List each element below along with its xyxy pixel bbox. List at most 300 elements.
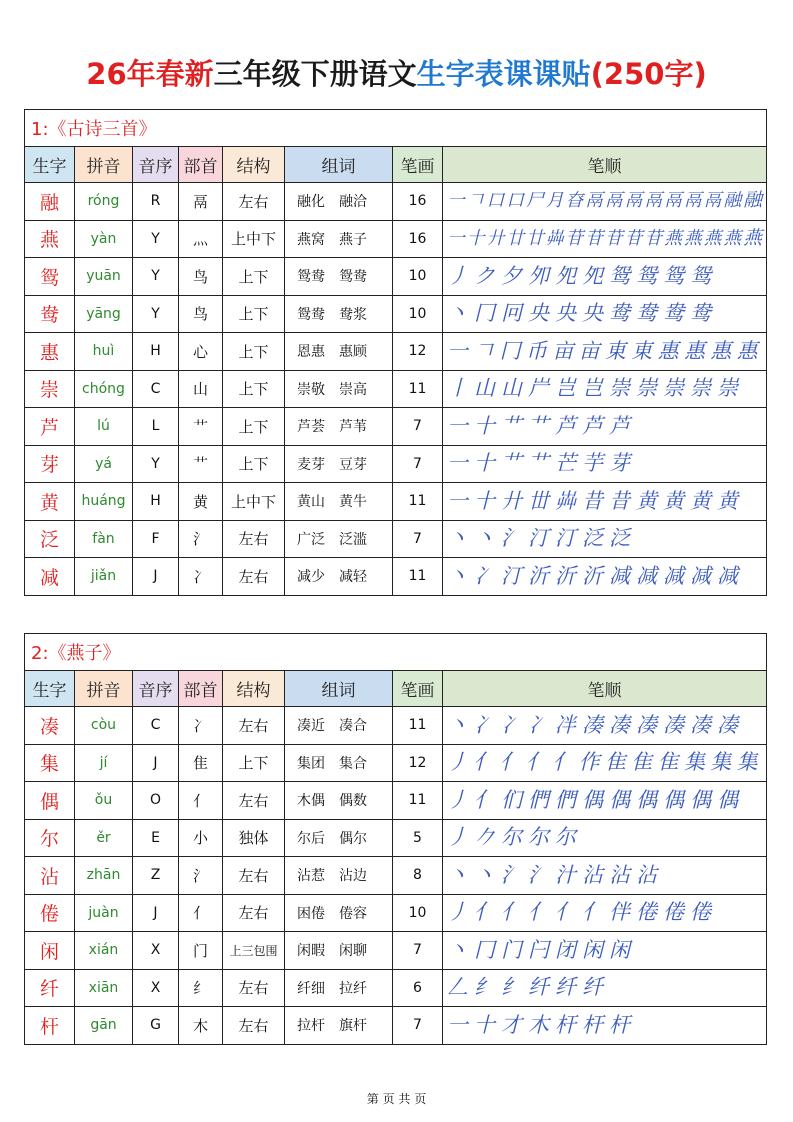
- order-cell: Z: [133, 857, 179, 895]
- stroke-step: 鸳: [663, 263, 684, 288]
- stroke-step: 冫: [474, 712, 495, 737]
- stroke-count-cell: 12: [393, 744, 443, 782]
- stroke-step: 芋: [582, 451, 603, 476]
- stroke-step: 亻: [582, 900, 603, 925]
- order-cell: C: [133, 707, 179, 745]
- order-cell: E: [133, 819, 179, 857]
- stroke-step: 丿: [447, 787, 468, 812]
- stroke-step: 崇: [609, 376, 630, 401]
- table-row: [25, 295, 767, 333]
- order-cell: X: [133, 969, 179, 1007]
- stroke-step: 苷: [605, 228, 623, 249]
- word: 凑近: [297, 718, 325, 735]
- stroke-step: 隹: [631, 750, 653, 775]
- stroke-step: 冫: [474, 563, 495, 588]
- header-radical: 部首: [179, 147, 223, 183]
- structure-cell: 上下: [223, 370, 285, 408]
- words-cell: [285, 258, 393, 296]
- stroke-count-cell: 10: [393, 894, 443, 932]
- stroke-step: 亻: [528, 900, 549, 925]
- stroke-step: 亻: [473, 750, 495, 775]
- stroke-step: 艹: [501, 413, 522, 438]
- stroke-count-cell: 10: [393, 295, 443, 333]
- stroke-step: 芦: [582, 413, 603, 438]
- header-count: 笔画: [393, 671, 443, 707]
- stroke-step: 屵: [528, 376, 549, 401]
- word: 融化: [297, 194, 325, 211]
- stroke-step: 夘: [528, 263, 549, 288]
- radical-cell: 黄: [179, 483, 223, 521]
- radical-cell: 鸟: [179, 258, 223, 296]
- stroke-step: 丗: [528, 488, 549, 513]
- stroke-step: 纤: [555, 975, 576, 1000]
- structure-cell: 左右: [223, 183, 285, 221]
- stroke-step: 𠂊: [474, 825, 495, 850]
- radical-cell: 氵: [179, 520, 223, 558]
- stroke-step: 沾: [609, 862, 630, 887]
- stroke-step: 尸: [526, 191, 544, 212]
- stroke-order-cell: [443, 333, 767, 371]
- stroke-step: 集: [710, 750, 732, 775]
- stroke-step: 闲: [609, 937, 630, 962]
- radical-cell: 亻: [179, 782, 223, 820]
- stroke-step: 一: [447, 338, 468, 363]
- char-cell: 鸳: [25, 258, 75, 296]
- order-cell: J: [133, 894, 179, 932]
- order-cell: R: [133, 183, 179, 221]
- stroke-step: 芦: [555, 413, 576, 438]
- stroke-step: 纤: [582, 975, 603, 1000]
- table-row: [25, 1007, 767, 1045]
- stroke-order-cell: [443, 558, 767, 596]
- stroke-step: 艹: [528, 413, 549, 438]
- stroke-step: 杆: [555, 1012, 576, 1037]
- structure-cell: 左右: [223, 558, 285, 596]
- word: 泛滥: [339, 531, 367, 548]
- radical-cell: 氵: [179, 857, 223, 895]
- stroke-step: 央: [528, 301, 549, 326]
- stroke-step: 汀: [528, 526, 549, 551]
- stroke-step: 亻: [474, 900, 495, 925]
- stroke-step: 鬲: [684, 191, 702, 212]
- stroke-step: 鸯: [663, 301, 684, 326]
- stroke-step: 鸯: [690, 301, 711, 326]
- char-cell: 凑: [25, 707, 75, 745]
- structure-cell: 上三包围: [223, 932, 285, 970]
- stroke-step: 東: [604, 338, 626, 363]
- radical-cell: 艹: [179, 408, 223, 446]
- table-row: [25, 744, 767, 782]
- stroke-step: 廾: [501, 488, 522, 513]
- stroke-count-cell: 11: [393, 558, 443, 596]
- stroke-step: 凑: [636, 712, 657, 737]
- stroke-step: 𠃍: [473, 338, 495, 363]
- structure-cell: 左右: [223, 520, 285, 558]
- stroke-step: 一: [447, 1012, 468, 1037]
- stroke-step: 夕: [501, 263, 522, 288]
- order-cell: C: [133, 370, 179, 408]
- stroke-step: 岂: [555, 376, 576, 401]
- stroke-step: 昚: [565, 191, 584, 212]
- stroke-step: 崇: [663, 376, 684, 401]
- order-cell: Y: [133, 445, 179, 483]
- stroke-count-cell: 7: [393, 932, 443, 970]
- table-row: [25, 558, 767, 596]
- stroke-step: 倦: [636, 900, 657, 925]
- stroke-step: 亻: [501, 900, 522, 925]
- stroke-step: 偶: [582, 787, 603, 812]
- stroke-step: 鬲: [585, 191, 604, 212]
- header-strokes: 笔顺: [443, 147, 767, 183]
- stroke-step: 纟: [501, 975, 522, 1000]
- word: 纤细: [297, 980, 325, 997]
- stroke-step: 芔: [555, 488, 576, 513]
- stroke-step: 纟: [474, 975, 495, 1000]
- pinyin-cell: yuān: [75, 258, 133, 296]
- stroke-step: 崇: [636, 376, 657, 401]
- stroke-step: 亻: [525, 750, 547, 775]
- stroke-step: 泛: [582, 526, 603, 551]
- stroke-step: 燕: [684, 228, 702, 249]
- table-row: [25, 220, 767, 258]
- stroke-order-cell: [443, 707, 767, 745]
- words-cell: [285, 295, 393, 333]
- section-title: 1:《古诗三首》: [25, 110, 767, 147]
- stroke-step: 鬲: [605, 191, 623, 212]
- stroke-step: 月: [545, 191, 564, 212]
- words-cell: [285, 408, 393, 446]
- word: 麦芽: [297, 456, 325, 473]
- words-cell: [285, 220, 393, 258]
- stroke-step: 冂: [499, 338, 521, 363]
- stroke-count-cell: 7: [393, 520, 443, 558]
- char-cell: 纤: [25, 969, 75, 1007]
- stroke-step: 凑: [609, 712, 630, 737]
- stroke-step: 芒: [555, 451, 576, 476]
- words-cell: [285, 183, 393, 221]
- word: 燕窝: [297, 231, 325, 248]
- header-strokes: 笔顺: [443, 671, 767, 707]
- stroke-step: 山: [501, 376, 522, 401]
- header-order: 音序: [133, 671, 179, 707]
- header-char: 生字: [25, 147, 75, 183]
- header-row: [25, 147, 767, 183]
- stroke-order-cell: [443, 408, 767, 446]
- stroke-step: 鸯: [609, 301, 630, 326]
- stroke-step: 减: [636, 563, 657, 588]
- table-row: [25, 857, 767, 895]
- structure-cell: 独体: [223, 819, 285, 857]
- order-cell: H: [133, 483, 179, 521]
- page-title: [0, 52, 793, 96]
- stroke-step: 燕: [743, 227, 763, 249]
- stroke-step: 亻: [499, 750, 521, 775]
- words-cell: [285, 558, 393, 596]
- char-cell: 尔: [25, 819, 75, 857]
- stroke-step: 纤: [528, 975, 549, 1000]
- words-cell: [285, 894, 393, 932]
- word: 旗杆: [339, 1018, 367, 1035]
- stroke-step: 𠃍: [466, 191, 485, 212]
- char-cell: 减: [25, 558, 75, 596]
- stroke-count-cell: 8: [393, 857, 443, 895]
- stroke-step: 作: [578, 750, 600, 775]
- word: 集团: [297, 755, 325, 772]
- structure-cell: 上中下: [223, 220, 285, 258]
- table-row: [25, 932, 767, 970]
- stroke-step: 央: [555, 301, 576, 326]
- stroke-count-cell: 7: [393, 1007, 443, 1045]
- words-cell: [285, 520, 393, 558]
- stroke-step: 鸯: [636, 301, 657, 326]
- stroke-step: 氵: [528, 862, 549, 887]
- stroke-order-cell: [443, 183, 767, 221]
- title-part-table: 生字表课课贴: [416, 57, 591, 91]
- char-cell: 泛: [25, 520, 75, 558]
- stroke-step: 偶: [663, 787, 684, 812]
- char-cell: 鸯: [25, 295, 75, 333]
- char-cell: 闲: [25, 932, 75, 970]
- stroke-step: 闲: [582, 937, 603, 962]
- word: 减少: [297, 569, 325, 586]
- word: 芦苇: [339, 419, 367, 436]
- stroke-step: 闭: [555, 937, 576, 962]
- stroke-step: 集: [683, 750, 705, 775]
- stroke-step: 亻: [552, 750, 574, 775]
- stroke-order-cell: [443, 445, 767, 483]
- word: 鸳鸯: [297, 306, 325, 323]
- table-row: [25, 408, 767, 446]
- stroke-step: 艹: [501, 451, 522, 476]
- stroke-step: 偶: [609, 787, 630, 812]
- order-cell: J: [133, 744, 179, 782]
- stroke-step: 偶: [690, 787, 711, 812]
- words-cell: [285, 819, 393, 857]
- stroke-count-cell: 12: [393, 333, 443, 371]
- stroke-step: 東: [631, 338, 653, 363]
- pinyin-cell: ǒu: [75, 782, 133, 820]
- structure-cell: 左右: [223, 969, 285, 1007]
- word: 偶尔: [339, 830, 367, 847]
- radical-cell: 门: [179, 932, 223, 970]
- structure-cell: 上下: [223, 258, 285, 296]
- stroke-step: 减: [690, 563, 711, 588]
- stroke-step: 丨: [447, 376, 468, 401]
- stroke-step: 凑: [582, 712, 603, 737]
- words-cell: [285, 932, 393, 970]
- stroke-step: 亻: [555, 900, 576, 925]
- table-row: [25, 370, 767, 408]
- pinyin-cell: jí: [75, 744, 133, 782]
- stroke-step: 十: [474, 488, 495, 513]
- stroke-step: 黄: [690, 488, 711, 513]
- words-cell: [285, 483, 393, 521]
- stroke-step: 木: [528, 1012, 549, 1037]
- stroke-step: 偶: [717, 787, 738, 812]
- structure-cell: 左右: [223, 857, 285, 895]
- stroke-step: 惠: [683, 338, 705, 363]
- word: 凑合: [339, 718, 367, 735]
- stroke-step: 减: [717, 563, 738, 588]
- stroke-step: 融: [723, 191, 742, 212]
- structure-cell: 左右: [223, 707, 285, 745]
- stroke-step: 门: [501, 937, 522, 962]
- word: 鸳鸯: [297, 269, 325, 286]
- stroke-step: 冂: [474, 301, 495, 326]
- stroke-step: 泛: [609, 526, 630, 551]
- stroke-step: 丶: [447, 862, 468, 887]
- stroke-step: 岂: [582, 376, 603, 401]
- word: 崇敬: [297, 381, 325, 398]
- stroke-step: 隹: [657, 750, 679, 775]
- word: 拉杆: [297, 1018, 325, 1035]
- stroke-step: 鸳: [636, 263, 657, 288]
- stroke-step: 亩: [578, 338, 600, 363]
- order-cell: X: [133, 932, 179, 970]
- header-row: [25, 671, 767, 707]
- stroke-step: 廿: [526, 228, 544, 249]
- radical-cell: 亻: [179, 894, 223, 932]
- structure-cell: 左右: [223, 782, 285, 820]
- stroke-step: 燕: [703, 228, 722, 249]
- stroke-step: 们: [501, 787, 522, 812]
- stroke-step: 惠: [657, 338, 679, 363]
- stroke-step: 冋: [501, 301, 522, 326]
- stroke-step: 苷: [624, 228, 643, 249]
- radical-cell: 心: [179, 333, 223, 371]
- stroke-step: 凑: [663, 712, 684, 737]
- header-words: 组词: [285, 147, 393, 183]
- stroke-step: 偶: [636, 787, 657, 812]
- stroke-order-cell: [443, 744, 767, 782]
- stroke-step: 燕: [723, 228, 742, 249]
- word: 倦容: [339, 905, 367, 922]
- section-title-row: [25, 634, 767, 671]
- words-cell: [285, 1007, 393, 1045]
- stroke-step: 十: [474, 413, 495, 438]
- stroke-step: 們: [555, 787, 576, 812]
- word: 闲聊: [339, 943, 367, 960]
- words-cell: [285, 782, 393, 820]
- char-cell: 倦: [25, 894, 75, 932]
- header-pinyin: 拼音: [75, 147, 133, 183]
- stroke-step: 𠃋: [447, 975, 468, 1000]
- structure-cell: 上下: [223, 744, 285, 782]
- title-part-grade: 三年级下册语文: [213, 57, 417, 91]
- stroke-step: 凑: [717, 712, 738, 737]
- stroke-step: ク: [474, 263, 495, 288]
- word: 鸳鸯: [339, 269, 367, 286]
- stroke-step: 丶: [474, 526, 495, 551]
- table-row: [25, 445, 767, 483]
- stroke-step: 倦: [663, 900, 684, 925]
- pinyin-cell: ěr: [75, 819, 133, 857]
- table-row: [25, 258, 767, 296]
- stroke-count-cell: 11: [393, 370, 443, 408]
- structure-cell: 上中下: [223, 483, 285, 521]
- word: 惠顾: [339, 344, 367, 361]
- stroke-step: 隹: [604, 750, 626, 775]
- radical-cell: 冫: [179, 558, 223, 596]
- order-cell: H: [133, 333, 179, 371]
- stroke-step: 亻: [474, 787, 495, 812]
- table-row: [25, 782, 767, 820]
- radical-cell: 纟: [179, 969, 223, 1007]
- stroke-step: 黄: [717, 488, 738, 513]
- stroke-step: 艹: [528, 451, 549, 476]
- stroke-step: 山: [474, 376, 495, 401]
- stroke-step: 汀: [555, 526, 576, 551]
- table-row: [25, 969, 767, 1007]
- stroke-step: 丶: [447, 712, 468, 737]
- order-cell: Y: [133, 258, 179, 296]
- stroke-step: 鸳: [609, 263, 630, 288]
- order-cell: Y: [133, 220, 179, 258]
- word: 木偶: [297, 793, 325, 810]
- order-cell: L: [133, 408, 179, 446]
- stroke-order-cell: [443, 258, 767, 296]
- structure-cell: 上下: [223, 295, 285, 333]
- page-footer: 第 页 共 页: [366, 1092, 427, 1106]
- stroke-step: 尔: [501, 825, 522, 850]
- stroke-step: 沾: [582, 862, 603, 887]
- stroke-step: 口: [486, 191, 505, 212]
- word: 减轻: [339, 569, 367, 586]
- radical-cell: 木: [179, 1007, 223, 1045]
- stroke-step: 丶: [447, 526, 468, 551]
- structure-cell: 上下: [223, 445, 285, 483]
- structure-cell: 上下: [223, 408, 285, 446]
- stroke-step: 丶: [474, 862, 495, 887]
- header-structure: 结构: [223, 147, 285, 183]
- radical-cell: 艹: [179, 445, 223, 483]
- table-row: [25, 483, 767, 521]
- pinyin-cell: gān: [75, 1007, 133, 1045]
- char-cell: 崇: [25, 370, 75, 408]
- stroke-step: 沂: [555, 563, 576, 588]
- stroke-step: 鬲: [624, 191, 643, 212]
- words-cell: [285, 445, 393, 483]
- stroke-step: 尔: [555, 825, 576, 850]
- stroke-count-cell: 16: [393, 183, 443, 221]
- pinyin-cell: huì: [75, 333, 133, 371]
- radical-cell: 鸟: [179, 295, 223, 333]
- words-cell: [285, 969, 393, 1007]
- stroke-step: 亩: [552, 338, 574, 363]
- stroke-step: 丿: [447, 825, 468, 850]
- stroke-order-cell: [443, 819, 767, 857]
- stroke-step: 鬲: [644, 191, 663, 212]
- stroke-step: 集: [736, 750, 758, 775]
- radical-cell: 灬: [179, 220, 223, 258]
- stroke-count-cell: 7: [393, 445, 443, 483]
- stroke-count-cell: 11: [393, 707, 443, 745]
- stroke-count-cell: 10: [393, 258, 443, 296]
- stroke-step: 杆: [609, 1012, 630, 1037]
- pinyin-cell: yāng: [75, 295, 133, 333]
- title-part-year: 26年春新: [86, 57, 214, 91]
- stroke-step: 汀: [501, 563, 522, 588]
- word: 鸯浆: [339, 306, 367, 323]
- stroke-step: 廾: [486, 228, 505, 249]
- stroke-step: 昔: [582, 488, 603, 513]
- stroke-step: 丶: [447, 563, 468, 588]
- stroke-step: 伴: [609, 900, 630, 925]
- stroke-step: 央: [582, 301, 603, 326]
- stroke-step: 惠: [736, 338, 758, 363]
- stroke-order-cell: [443, 782, 767, 820]
- order-cell: F: [133, 520, 179, 558]
